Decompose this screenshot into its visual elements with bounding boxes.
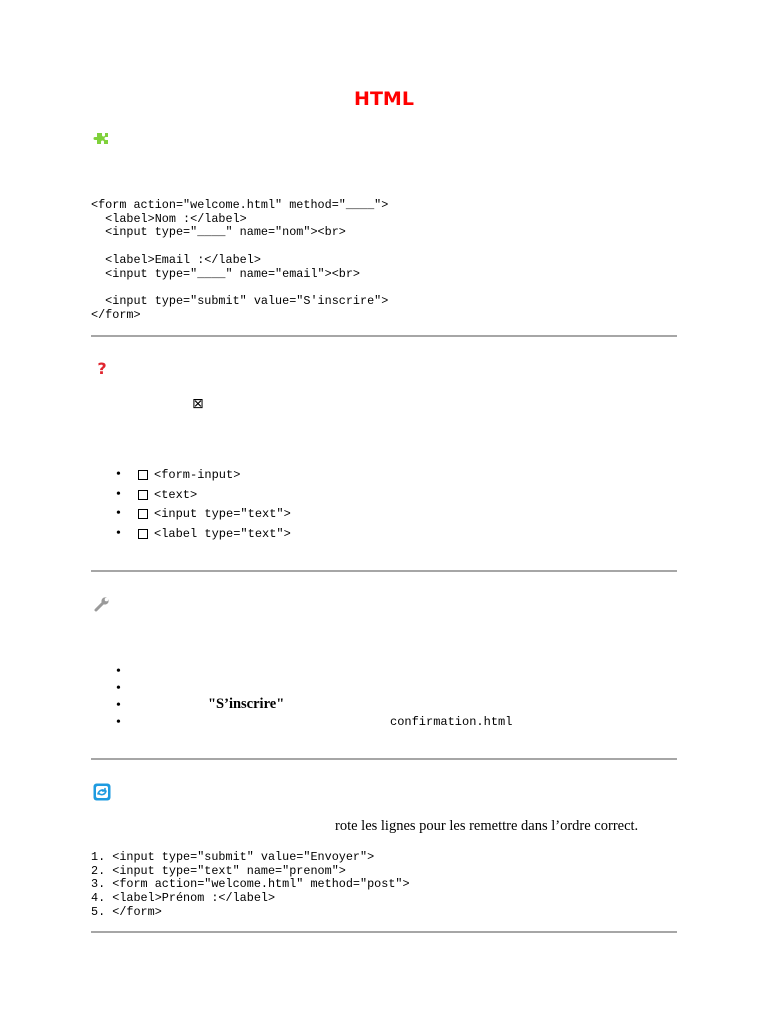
checkbox[interactable] xyxy=(138,529,148,539)
wrench-icon xyxy=(93,595,111,618)
list-item-bold: "S’inscrire" xyxy=(208,696,285,712)
bullet: • xyxy=(116,487,121,502)
code-line: 5. </form> xyxy=(91,904,162,919)
shuffle-icon xyxy=(93,783,111,806)
option-label: <label type="text"> xyxy=(154,527,291,541)
option-label: <form-input> xyxy=(154,468,241,482)
option-item[interactable] xyxy=(138,526,291,542)
code-line: <input type="____" name="email"><br> xyxy=(91,266,361,281)
code-line: <label>Email :</label> xyxy=(91,252,261,267)
bullet: • xyxy=(116,715,121,730)
option-label: <text> xyxy=(154,488,198,502)
instruction-text: rote les lignes pour les remettre dans l’ordre correct. xyxy=(335,818,639,834)
code-line: <form action="welcome.html" method="____"> xyxy=(91,198,389,212)
option-label: <input type="text"> xyxy=(154,507,291,521)
code-line: 2. <input type="text" name="prenom"> xyxy=(91,863,346,878)
code-line: 3. <form action="welcome.html" method="post"> xyxy=(91,877,410,892)
code-line: 1. <input type="submit" value="Envoyer"> xyxy=(91,850,375,864)
code-line: <input type="____" name="nom"><br> xyxy=(91,225,346,240)
divider xyxy=(91,758,677,760)
checked-box-symbol: ⊠ xyxy=(192,396,204,412)
checkbox[interactable] xyxy=(138,490,148,500)
bullet: • xyxy=(116,506,121,521)
code-line: 4. <label>Prénom :</label> xyxy=(91,891,276,906)
question-icon xyxy=(93,359,111,382)
option-item[interactable] xyxy=(138,487,197,503)
option-item[interactable] xyxy=(138,467,240,483)
checkbox[interactable] xyxy=(138,470,148,480)
checkbox[interactable] xyxy=(138,509,148,519)
code-block-form xyxy=(91,199,388,322)
code-block-ordering xyxy=(91,851,410,920)
divider xyxy=(91,931,677,933)
code-line: <label>Nom :</label> xyxy=(91,211,247,226)
divider xyxy=(91,335,677,337)
bullet: • xyxy=(116,467,121,482)
bullet: • xyxy=(116,698,121,713)
bullet: • xyxy=(116,526,121,541)
page-title: HTML xyxy=(354,88,414,110)
divider xyxy=(91,570,677,572)
bullet: • xyxy=(116,681,121,696)
bullet: • xyxy=(116,664,121,679)
code-line: <input type="submit" value="S'inscrire"> xyxy=(91,293,389,308)
puzzle-icon xyxy=(93,131,111,154)
code-line: </form> xyxy=(91,307,141,322)
svg-text:?: ? xyxy=(97,359,107,377)
option-item[interactable] xyxy=(138,506,291,522)
list-item-code: confirmation.html xyxy=(390,715,513,729)
